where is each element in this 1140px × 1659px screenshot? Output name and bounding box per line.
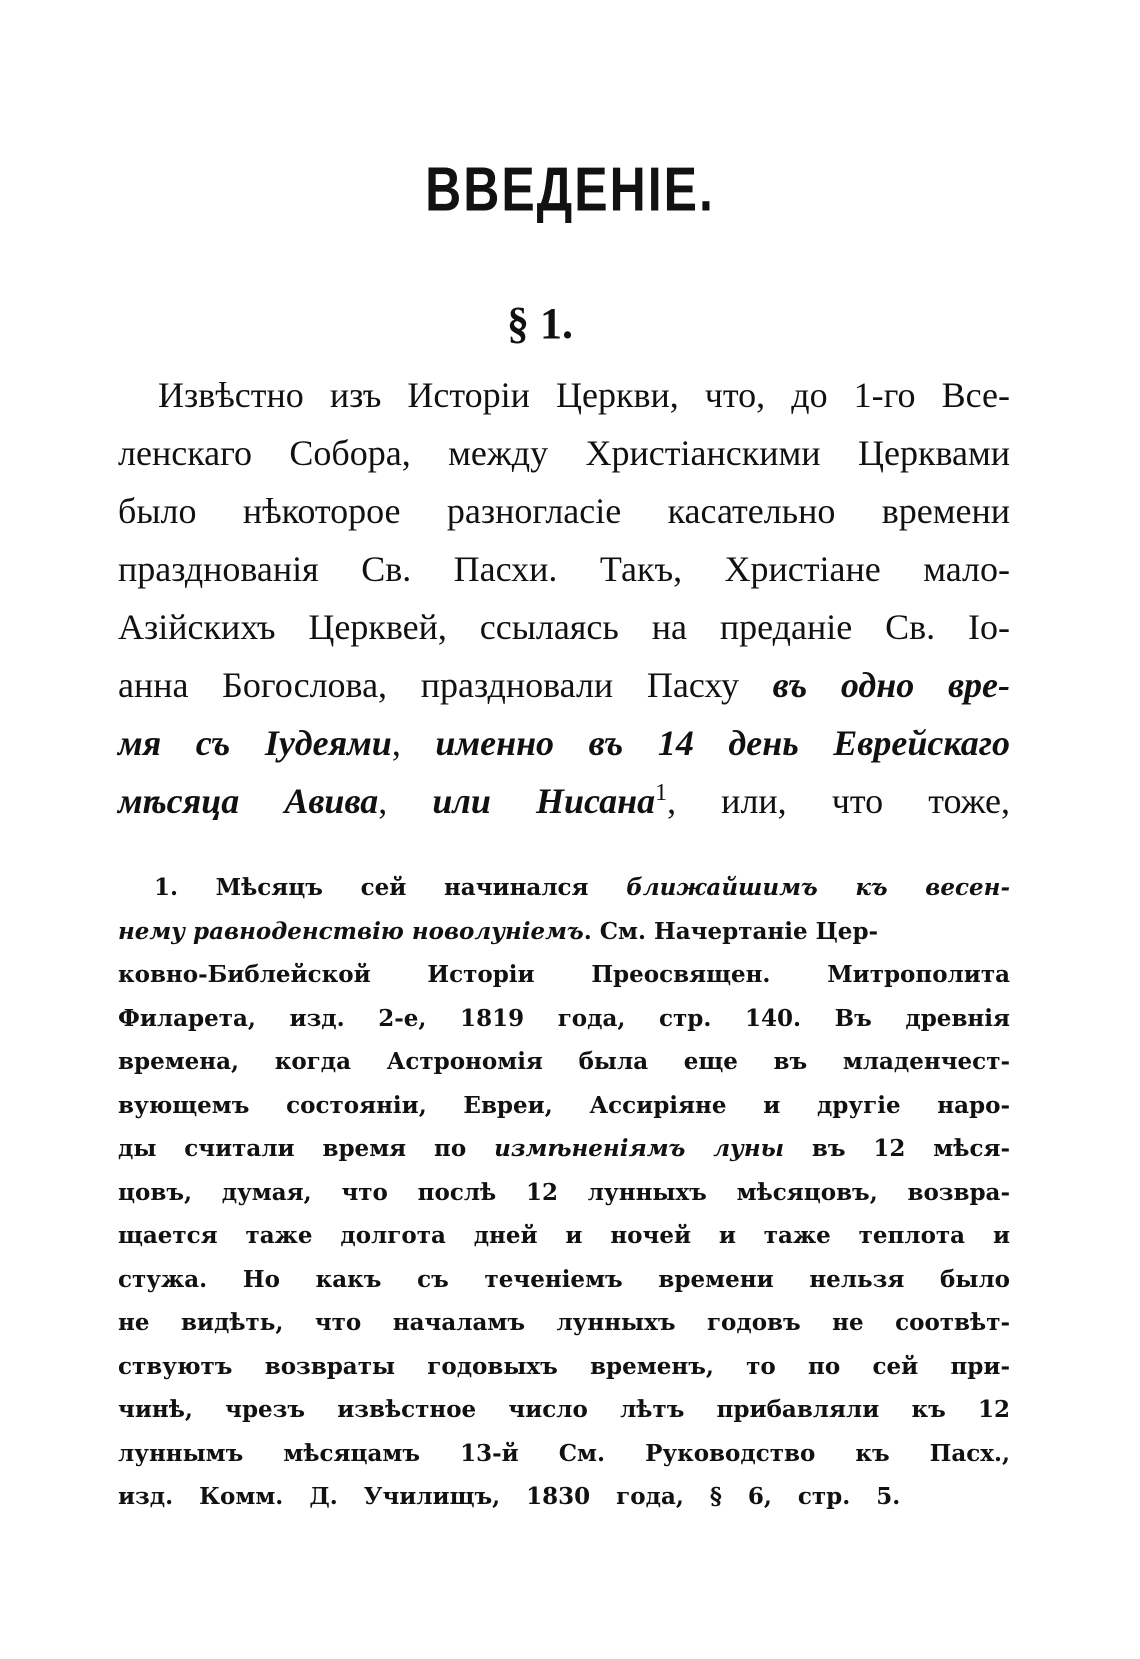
footnote-line [118,1345,1010,1389]
footnote-text [118,866,1010,1519]
footnote-line [118,1127,1010,1171]
emphasized-text: мя съ Іудеями [118,723,392,763]
text-segment: ды считали время по [118,1135,495,1162]
text-line [118,772,1010,830]
text-segment: не видѣть, что началамъ лунныхъ годовъ не соотвѣт- [118,1309,1010,1336]
text-segment: , [378,781,433,821]
emphasized-text: ближайшимъ къ весен- [626,874,1010,901]
text-line [118,714,1010,772]
text-line [118,540,1010,598]
text-segment: анна Богослова, праздновали Пасху [118,665,773,705]
footnote-line [118,910,1010,954]
text-segment: празднованія Св. Пасхи. Такъ, Христіане мало- [118,549,1010,589]
footnote-line [118,1432,1010,1476]
emphasized-text: измѣненіямъ луны [494,1135,784,1162]
emphasized-text: или Нисана [432,781,656,821]
footnote-line [118,1040,1010,1084]
footnote-line [118,866,1010,910]
text-segment: вующемъ состояніи, Евреи, Ассиріяне и другіе наро- [118,1091,1010,1119]
text-segment: щается таже долгота дней и ночей и таже теплота и [118,1222,1010,1249]
text-segment: изд. Комм. Д. Училищъ, 1830 года, § 6, стр. 5. [118,1483,901,1510]
chapter-title: ВВЕДЕНІЕ. [425,154,715,224]
text-segment: Филарета, изд. 2-е, 1819 года, стр. 140. Въ древнія [118,1004,1010,1032]
text-segment: Извѣстно изъ Исторіи Церкви, что, до 1-го Все- [158,375,1010,415]
text-segment: луннымъ мѣсяцамъ 13-й См. Руководство къ Пасх., [118,1439,1010,1467]
text-segment: ленскаго Собора, между Христіанскими Церквами [118,433,1010,473]
footnote-line [118,1258,1010,1302]
text-line [118,366,1010,424]
text-segment: . См. Начертаніе Цер- [583,917,879,945]
footnote-line [118,997,1010,1041]
emphasized-text: нему равноденствію новолуніемъ [118,917,584,945]
text-segment: ковно-Библейской Исторіи Преосвящен. Митрополита [118,961,1010,988]
footnote-marker: 1 [655,780,668,806]
text-line [118,424,1010,482]
text-segment: чинѣ, чрезъ извѣстное число лѣтъ прибавляли къ 12 [118,1396,1010,1423]
footnote-line [118,1171,1010,1215]
text-line [118,656,1010,714]
text-segment: цовъ, думая, что послѣ 12 лунныхъ мѣсяцовъ, возвра- [118,1178,1010,1206]
text-line [118,482,1010,540]
footnote-line [118,1475,1010,1519]
text-segment: въ 12 мѣся- [784,1135,1010,1162]
text-segment: было нѣкоторое разногласіе касательно времени [118,491,1010,531]
text-segment: ствуютъ возвраты годовыхъ временъ, то по сей при- [118,1352,1010,1380]
main-text [118,366,1010,830]
text-line [118,598,1010,656]
section-heading: § 1. [507,299,573,348]
text-segment: 1. Мѣсяцъ сей начинался [154,874,627,901]
footnote-line [118,1214,1010,1258]
emphasized-text: мѣсяца Авива [118,781,379,821]
footnote-line [118,1084,1010,1128]
text-segment: , [391,723,436,763]
footnote-line [118,1301,1010,1345]
text-segment: времена, когда Астрономія была еще въ младенчест- [118,1048,1010,1075]
emphasized-text: именно въ 14 день Еврейскаго [435,723,1010,763]
text-segment: стужа. Но какъ съ теченіемъ времени нельзя было [118,1265,1010,1293]
text-segment: Азійскихъ Церквей, ссылаясь на преданіе Св. Іо- [118,607,1010,647]
footnote-line [118,1388,1010,1432]
text-segment: , или, что тоже, [667,781,1010,821]
emphasized-text: въ одно вре- [772,665,1010,705]
footnote-line [118,953,1010,997]
